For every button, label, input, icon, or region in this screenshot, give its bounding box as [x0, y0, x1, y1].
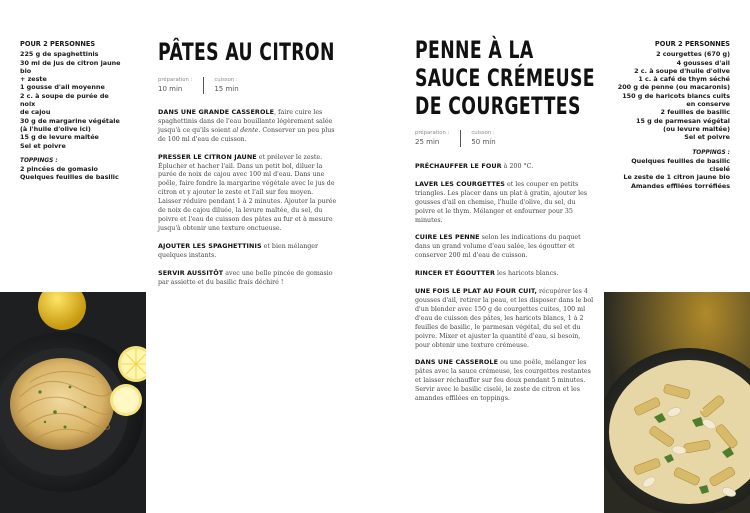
recipe-title [415, 36, 595, 120]
step-text: et prélever le zeste. Éplucher et hacher l'ail. Dans un petit bol, diluer la purée de noix de cajou avec 100 ml d'eau. Dans une poêle, faire fondre la margarine végétale avec le jus de citron et y ajouter le zeste et l'ail sur feu moyen. Laisser réduire pendant 1 à 2 minutes. Ajouter la purée de noix de cajou diluée, la levure maltée, du sel, du poivre et l'eau de cuisson des pâtes au fur et à mesure jusqu'à obtenir une texture onctueuse. [158, 153, 337, 232]
step-text-tail: . Conserver un peu plus de 100 ml d'eau de cuisson. [158, 126, 335, 143]
zucchini-penne-photo [604, 292, 750, 513]
topping-item: Amandes effilées torréfiées [630, 181, 730, 190]
step-lead: PRESSER LE CITRON JAUNE [158, 152, 257, 161]
recipe-times [158, 77, 250, 94]
ingredient-item: (ou levure maltée) [663, 124, 730, 133]
step-text: à 200 °C. [501, 163, 534, 170]
recipe-step [415, 233, 597, 261]
ingredient-item: Sel et poivre [20, 141, 66, 150]
ingredients-list [610, 40, 730, 190]
recipe-steps [158, 108, 338, 295]
ingredient-item: 1 gousse d'ail moyenne [20, 83, 105, 92]
cook-time-value: 50 min [471, 138, 496, 146]
ingredient-item: 150 g de haricots blancs cuits [622, 91, 730, 100]
recipe-step [158, 153, 338, 234]
recipe-times [415, 130, 507, 147]
topping-item: Le zeste de 1 citron jaune bio [623, 173, 730, 182]
step-text: les haricots blancs. [494, 270, 559, 278]
step-text: récupérer les 4 gousses d'ail, retirer la peau, et les disposer dans le bol d'un blender avec 150 g de courgettes cuites, 100 ml d'eau de cuisson des pâtes, les haricots blancs, 1 à 2 feuilles de basilic, le parmesan végétal, du sel et du poivre. Mixer et ajuster la quantité d'eau, si besoin, pour obtenir une texture crémeuse. [415, 288, 594, 349]
prep-time [415, 130, 460, 147]
step-lead: DANS UNE CASSEROLE [415, 358, 499, 367]
recipe-step [415, 358, 597, 404]
step-text: , faire cuire les spaghettinis dans de l'eau bouillante légèrement salée jusqu'à ce qu'ils soient [158, 109, 333, 134]
ingredient-item: 15 g de levure maltée [20, 133, 99, 142]
recipe-step [158, 269, 338, 288]
toppings-heading: TOPPINGS : [20, 157, 58, 164]
cook-time [460, 130, 506, 147]
step-text: avec une belle pincée de gomasio par assiette et du basilic frais déchiré ! [158, 269, 333, 286]
ingredient-item: 4 gousses d'ail [676, 58, 730, 67]
prep-time [158, 77, 203, 94]
ingredient-item: 2 c. à soupe d'huile d'olive [634, 66, 730, 75]
ingredient-item: 225 g de spaghettinis [20, 50, 99, 59]
ingredient-item: en conserve [686, 100, 730, 109]
ingredient-item: 15 g de parmesan végétal [636, 116, 730, 125]
toppings-heading: TOPPINGS : [692, 149, 730, 156]
cook-time-label: cuisson : [214, 77, 238, 83]
step-lead: SERVIR AUSSITÔT [158, 268, 224, 277]
step-text: ou une poêle, mélanger les pâtes avec la sauce crémeuse, les courgettes restantes et laisser réchauffer sur feu doux pendant 5 minutes. Servir avec le basilic ciselé, le zeste de citron et les amandes effilées en toppings. [415, 359, 591, 403]
title-line: SAUCE CRÉMEUSE [415, 64, 595, 92]
step-lead: PRÉCHAUFFER LE FOUR [415, 162, 502, 170]
step-text: et bien mélanger quelques instants. [158, 242, 319, 259]
step-lead: UNE FOIS LE PLAT AU FOUR CUIT, [415, 287, 538, 296]
recipe-title: PÂTES AU CITRON [158, 38, 335, 66]
prep-time-value: 10 min [158, 85, 183, 93]
ingredient-item: 30 g de margarine végétale [20, 116, 120, 125]
prep-time-label: préparation : [415, 130, 450, 136]
recipe-step [158, 242, 338, 261]
ingredient-item: 30 ml de jus de citron jaune bio [20, 58, 121, 75]
ingredient-item: 2 c. à soupe de purée de noix [20, 91, 109, 109]
step-text: selon les indications du paquet dans un grand volume d'eau salée, les égoutter et conserver 200 ml d'eau de cuisson. [415, 234, 581, 260]
recipe-step [158, 108, 338, 145]
step-lead: DANS UNE GRANDE CASSEROLE [158, 108, 275, 116]
topping-item: Quelques feuilles de basilic [20, 173, 119, 182]
servings-heading: POUR 2 PERSONNES [654, 40, 730, 48]
cook-time-label: cuisson : [471, 130, 495, 136]
recipe-steps [415, 162, 597, 412]
ingredients-list [20, 40, 125, 182]
recipe-step [415, 269, 597, 279]
ingredient-item: (à l'huile d'olive ici) [20, 124, 91, 133]
title-line: PENNE À LA [415, 36, 534, 64]
cook-time [203, 77, 249, 94]
step-lead: LAVER LES COURGETTES [415, 179, 505, 188]
recipe-step [415, 180, 597, 226]
recipe-step [415, 287, 597, 350]
ingredient-item: + zeste [20, 75, 47, 84]
ingredient-item: Sel et poivre [684, 133, 730, 142]
ingredient-item: 1 c. à café de thym séché [638, 75, 730, 84]
cook-time-value: 15 min [214, 85, 239, 93]
step-lead: RINCER ET ÉGOUTTER [415, 269, 495, 278]
title-line: DE COURGETTES [415, 92, 581, 120]
servings-heading: POUR 2 PERSONNES [20, 40, 96, 48]
prep-time-label: préparation : [158, 77, 193, 83]
step-emphasis: al dente [232, 126, 259, 134]
step-lead: CUIRE LES PENNE [415, 233, 480, 242]
ingredient-item: de cajou [20, 108, 51, 117]
topping-item: 2 pincées de gomasio [20, 165, 98, 174]
step-text: et les couper en petits triangles. Les placer dans un plat à gratin, ajouter les gousses d'ail en chemise, l'huile d'olive, du sel, du poivre et le thym. Mélanger et enfourner pour 35 minutes. [415, 180, 588, 224]
lemon-pasta-photo [0, 292, 146, 513]
topping-item: Quelques feuilles de basilic ciselé [631, 156, 730, 174]
ingredient-item: 2 feuilles de basilic [660, 108, 730, 117]
recipe-step [415, 162, 597, 172]
prep-time-value: 25 min [415, 138, 440, 146]
ingredient-item: 2 courgettes (670 g) [656, 50, 730, 59]
step-lead: AJOUTER LES SPAGHETTINIS [158, 241, 262, 250]
ingredient-item: 200 g de penne (ou macaronis) [617, 83, 730, 92]
